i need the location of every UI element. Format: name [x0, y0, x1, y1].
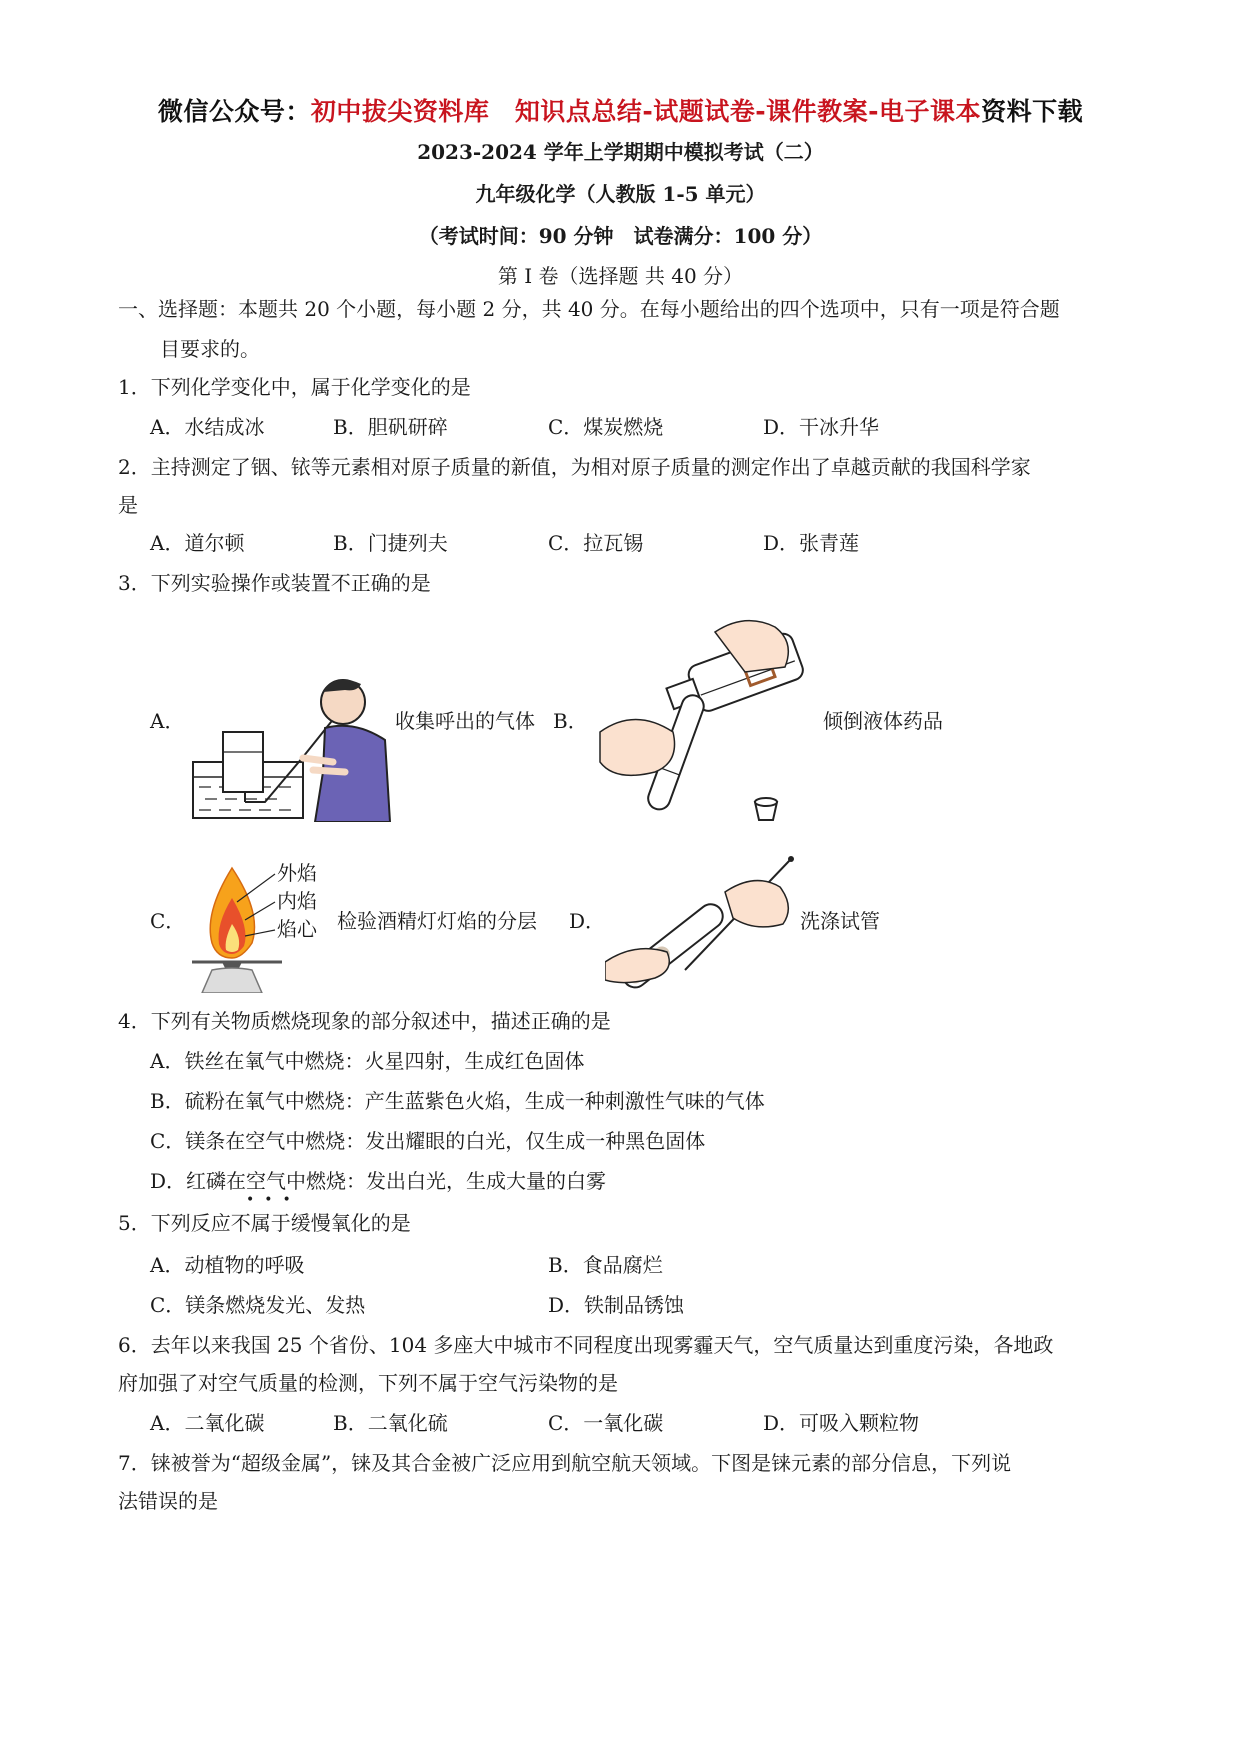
- q6-option-b: B．二氧化硫: [333, 1411, 448, 1435]
- q2-option-a: A．道尔顿: [150, 531, 245, 555]
- banner-red-text: 初中拔尖资料库 知识点总结-试题试卷-课件教案-电子课本: [310, 97, 982, 126]
- exhale-collection-illustration: [185, 662, 395, 822]
- volume-title: 第 I 卷（选择题 共 40 分）: [497, 264, 744, 288]
- wash-test-tube-illustration: [605, 852, 800, 992]
- q7-stem-line1: 7．铼被誉为“超级金属”，铼及其合金被广泛应用到航空航天领域。下图是铼元素的部分信息，下列说: [118, 1451, 1012, 1475]
- flame-label-lines: [235, 862, 280, 942]
- q3-figure-d-letter: D．: [569, 909, 606, 933]
- section-instruction-line2: 目要求的。: [160, 337, 260, 361]
- q5-option-c: C．镁条燃烧发光、发热: [150, 1293, 366, 1317]
- q1-option-a: A．水结成冰: [150, 415, 265, 439]
- q3-stem: 3．下列实验操作或装置不正确的是: [118, 571, 431, 595]
- q3-figure-d-caption: 洗涤试管: [800, 909, 880, 933]
- q4-option-a: A．铁丝在氧气中燃烧：火星四射，生成红色固体: [150, 1049, 585, 1073]
- q3-figure-a-letter: A．: [150, 709, 185, 733]
- q1-option-d: D．干冰升华: [763, 415, 880, 439]
- q3-figure-b-caption: 倾倒液体药品: [823, 709, 943, 733]
- banner-suffix: 资料下载: [981, 97, 1084, 126]
- q5-option-d: D．铁制品锈蚀: [548, 1293, 685, 1317]
- emphasis-dots: •••: [246, 1192, 301, 1208]
- q6-option-d: D．可吸入颗粒物: [763, 1411, 920, 1435]
- q5-stem: 5．下列反应不属于缓慢氧化的是: [118, 1211, 411, 1235]
- pour-liquid-illustration: [595, 612, 815, 832]
- q2-stem-line1: 2．主持测定了铟、铱等元素相对原子质量的新值，为相对原子质量的测定作出了卓越贡献的我国科学家: [118, 455, 1031, 479]
- inner-flame-label: 内焰: [277, 889, 317, 913]
- q5-option-b: B．食品腐烂: [548, 1253, 663, 1277]
- q4-option-c: C．镁条在空气中燃烧：发出耀眼的白光，仅生成一种黑色固体: [150, 1129, 706, 1153]
- q3-figure-b-letter: B．: [553, 709, 588, 733]
- q3-figure-a-caption: 收集呼出的气体: [395, 709, 535, 733]
- q4-option-d: D．红磷在空气中燃烧：发出白光，生成大量的白雾: [150, 1169, 607, 1193]
- q6-stem-line1: 6．去年以来我国 25 个省份、104 多座大中城市不同程度出现雾霾天气，空气质量达到重度污染，各地政: [118, 1333, 1054, 1357]
- q2-option-d: D．张青莲: [763, 531, 860, 555]
- exam-title: 2023-2024 学年上学期期中模拟考试（二）: [417, 140, 824, 164]
- q6-stem-line2: 府加强了对空气质量的检测，下列不属于空气污染物的是: [118, 1371, 618, 1395]
- q4-stem: 4．下列有关物质燃烧现象的部分叙述中，描述正确的是: [118, 1009, 611, 1033]
- q5-option-a: A．动植物的呼吸: [150, 1253, 305, 1277]
- banner-prefix: 微信公众号：: [157, 97, 311, 126]
- q1-option-b: B．胆矾研碎: [333, 415, 448, 439]
- q3-figure-c-letter: C．: [150, 909, 186, 933]
- q1-option-c: C．煤炭燃烧: [548, 415, 664, 439]
- flame-core-label: 焰心: [277, 917, 317, 941]
- q4-option-b: B．硫粉在氧气中燃烧：产生蓝紫色火焰，生成一种刺激性气味的气体: [150, 1089, 765, 1113]
- section-instruction-line1: 一、选择题：本题共 20 个小题，每小题 2 分，共 40 分。在每小题给出的四个选项中，只有一项是符合题: [118, 297, 1060, 321]
- q6-option-a: A．二氧化碳: [150, 1411, 265, 1435]
- exam-subject: 九年级化学（人教版 1-5 单元）: [475, 182, 766, 206]
- q2-stem-line2: 是: [118, 493, 138, 517]
- q1-stem: 1．下列化学变化中，属于化学变化的是: [118, 375, 471, 399]
- q7-stem-line2: 法错误的是: [118, 1489, 218, 1513]
- q2-option-c: C．拉瓦锡: [548, 531, 644, 555]
- outer-flame-label: 外焰: [277, 861, 317, 885]
- exam-time-info: （考试时间：90 分钟 试卷满分：100 分）: [418, 224, 823, 248]
- banner: [0, 92, 1241, 128]
- q2-option-b: B．门捷列夫: [333, 531, 448, 555]
- q3-figure-c-caption: 检验酒精灯灯焰的分层: [337, 909, 537, 933]
- q6-option-c: C．一氧化碳: [548, 1411, 664, 1435]
